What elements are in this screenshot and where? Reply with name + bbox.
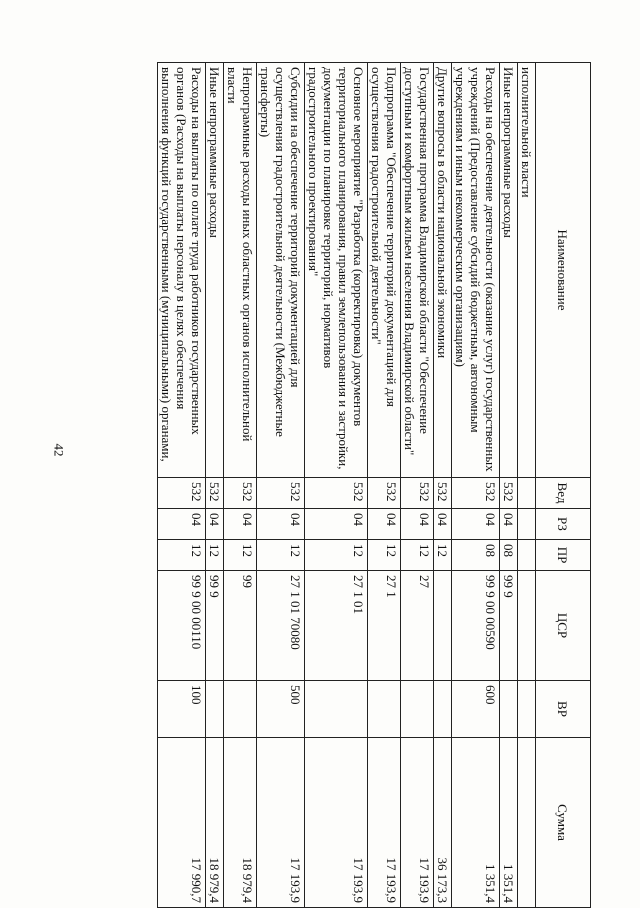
cell-ved: [518, 478, 536, 509]
table-row: [368, 63, 401, 908]
cell-pr: 12: [158, 540, 206, 571]
cell-vr: [434, 681, 452, 738]
table-row: [401, 63, 434, 908]
cell-sum: 36 173,3: [434, 738, 452, 908]
cell-pr: 12: [434, 540, 452, 571]
cell-sum: 18 979,4: [206, 738, 224, 908]
cell-csr: 27: [401, 571, 434, 681]
cell-sum: 17 193,9: [305, 738, 368, 908]
page-number: 42: [51, 443, 67, 457]
cell-pr: 12: [305, 540, 368, 571]
cell-rz: 04: [368, 509, 401, 540]
cell-pr: 08: [500, 540, 518, 571]
cell-pr: 12: [224, 540, 257, 571]
cell-rz: 04: [206, 509, 224, 540]
header-pr: ПР: [536, 540, 591, 571]
table-row: [206, 63, 224, 908]
cell-pr: [518, 540, 536, 571]
cell-rz: 04: [158, 509, 206, 540]
header-row: [536, 63, 591, 908]
cell-ved: 532: [452, 478, 500, 509]
cell-sum: 17 193,9: [368, 738, 401, 908]
cell-ved: 532: [434, 478, 452, 509]
header-name: Наименование: [536, 63, 591, 478]
cell-sum: 17 193,9: [401, 738, 434, 908]
cell-name: Расходы на обеспечение деятельности (оказание услуг) государственных учреждений (Предоставление субсидий бюджетным, автономным учреждениям и иным некоммерческим организациям): [452, 63, 500, 478]
cell-sum: 17 193,9: [257, 738, 305, 908]
header-csr: ЦСР: [536, 571, 591, 681]
cell-rz: 04: [257, 509, 305, 540]
table-row: [224, 63, 257, 908]
table-row: [305, 63, 368, 908]
cell-rz: 04: [401, 509, 434, 540]
cell-csr: [518, 571, 536, 681]
cell-ved: 532: [305, 478, 368, 509]
table-row: [257, 63, 305, 908]
cell-pr: 12: [368, 540, 401, 571]
rotated-document: [157, 62, 591, 907]
cell-pr: 12: [401, 540, 434, 571]
cell-csr: 99 9 00 00590: [452, 571, 500, 681]
cell-ved: 532: [500, 478, 518, 509]
header-vr: ВР: [536, 681, 591, 738]
cell-pr: 12: [257, 540, 305, 571]
table-row: [434, 63, 452, 908]
cell-name: Подпрограмма "Обеспечение территорий документацией для осуществления градостроительной деятельности": [368, 63, 401, 478]
cell-name: Основное мероприятие "Разработка (корректировка) документов территориального планирования, правил землепользования и застройки, документации по планировке территорий, нормативов градостроительного проектирования": [305, 63, 368, 478]
cell-vr: [368, 681, 401, 738]
cell-csr: 99 9: [500, 571, 518, 681]
cell-rz: [518, 509, 536, 540]
cell-vr: 100: [158, 681, 206, 738]
cell-csr: 27 1 01 70080: [257, 571, 305, 681]
cell-vr: 500: [257, 681, 305, 738]
table-row: [518, 63, 536, 908]
cell-csr: [434, 571, 452, 681]
cell-name: Субсидии на обеспечение территорий документацией для осуществления градостроительной деятельности (Межбюджетные трансферты): [257, 63, 305, 478]
cell-vr: [401, 681, 434, 738]
budget-table: [157, 62, 591, 908]
cell-name: Другие вопросы в области национальной экономики: [434, 63, 452, 478]
header-ved: Вед: [536, 478, 591, 509]
cell-name: Иные непрограммные расходы: [206, 63, 224, 478]
cell-ved: 532: [257, 478, 305, 509]
cell-vr: [305, 681, 368, 738]
cell-rz: 04: [224, 509, 257, 540]
cell-rz: 04: [434, 509, 452, 540]
cell-vr: [206, 681, 224, 738]
cell-sum: 17 990,7: [158, 738, 206, 908]
cell-ved: 532: [368, 478, 401, 509]
header-sum: Сумма: [536, 738, 591, 908]
cell-ved: 532: [158, 478, 206, 509]
cell-csr: 27 1 01: [305, 571, 368, 681]
cell-csr: 27 1: [368, 571, 401, 681]
cell-rz: 04: [500, 509, 518, 540]
cell-csr: 99: [224, 571, 257, 681]
cell-name: Государственная программа Владимирской области "Обеспечение доступным и комфортным жильем населения Владимирской области": [401, 63, 434, 478]
header-rz: РЗ: [536, 509, 591, 540]
cell-sum: 1 351,4: [452, 738, 500, 908]
cell-sum: 18 979,4: [224, 738, 257, 908]
cell-name: Иные непрограммные расходы: [500, 63, 518, 478]
cell-ved: 532: [401, 478, 434, 509]
cell-vr: [224, 681, 257, 738]
cell-rz: 04: [452, 509, 500, 540]
cell-pr: 12: [206, 540, 224, 571]
cell-name: Непрограммные расходы иных областных органов исполнительной власти: [224, 63, 257, 478]
cell-vr: 600: [452, 681, 500, 738]
cell-vr: [500, 681, 518, 738]
table-row: [158, 63, 206, 908]
cell-rz: 04: [305, 509, 368, 540]
table-row: [500, 63, 518, 908]
cell-csr: 99 9 00 00110: [158, 571, 206, 681]
cell-csr: 99 9: [206, 571, 224, 681]
cell-pr: 08: [452, 540, 500, 571]
cell-sum: [518, 738, 536, 908]
cell-ved: 532: [224, 478, 257, 509]
cell-vr: [518, 681, 536, 738]
table-row: [452, 63, 500, 908]
cell-ved: 532: [206, 478, 224, 509]
cell-sum: 1 351,4: [500, 738, 518, 908]
cell-name: Расходы на выплаты по оплате труда работников государственных органов (Расходы на выплаты персоналу в целях обеспечения выполнения функций государственными (муниципальными) органами,: [158, 63, 206, 478]
cell-name: исполнительной власти: [518, 63, 536, 478]
